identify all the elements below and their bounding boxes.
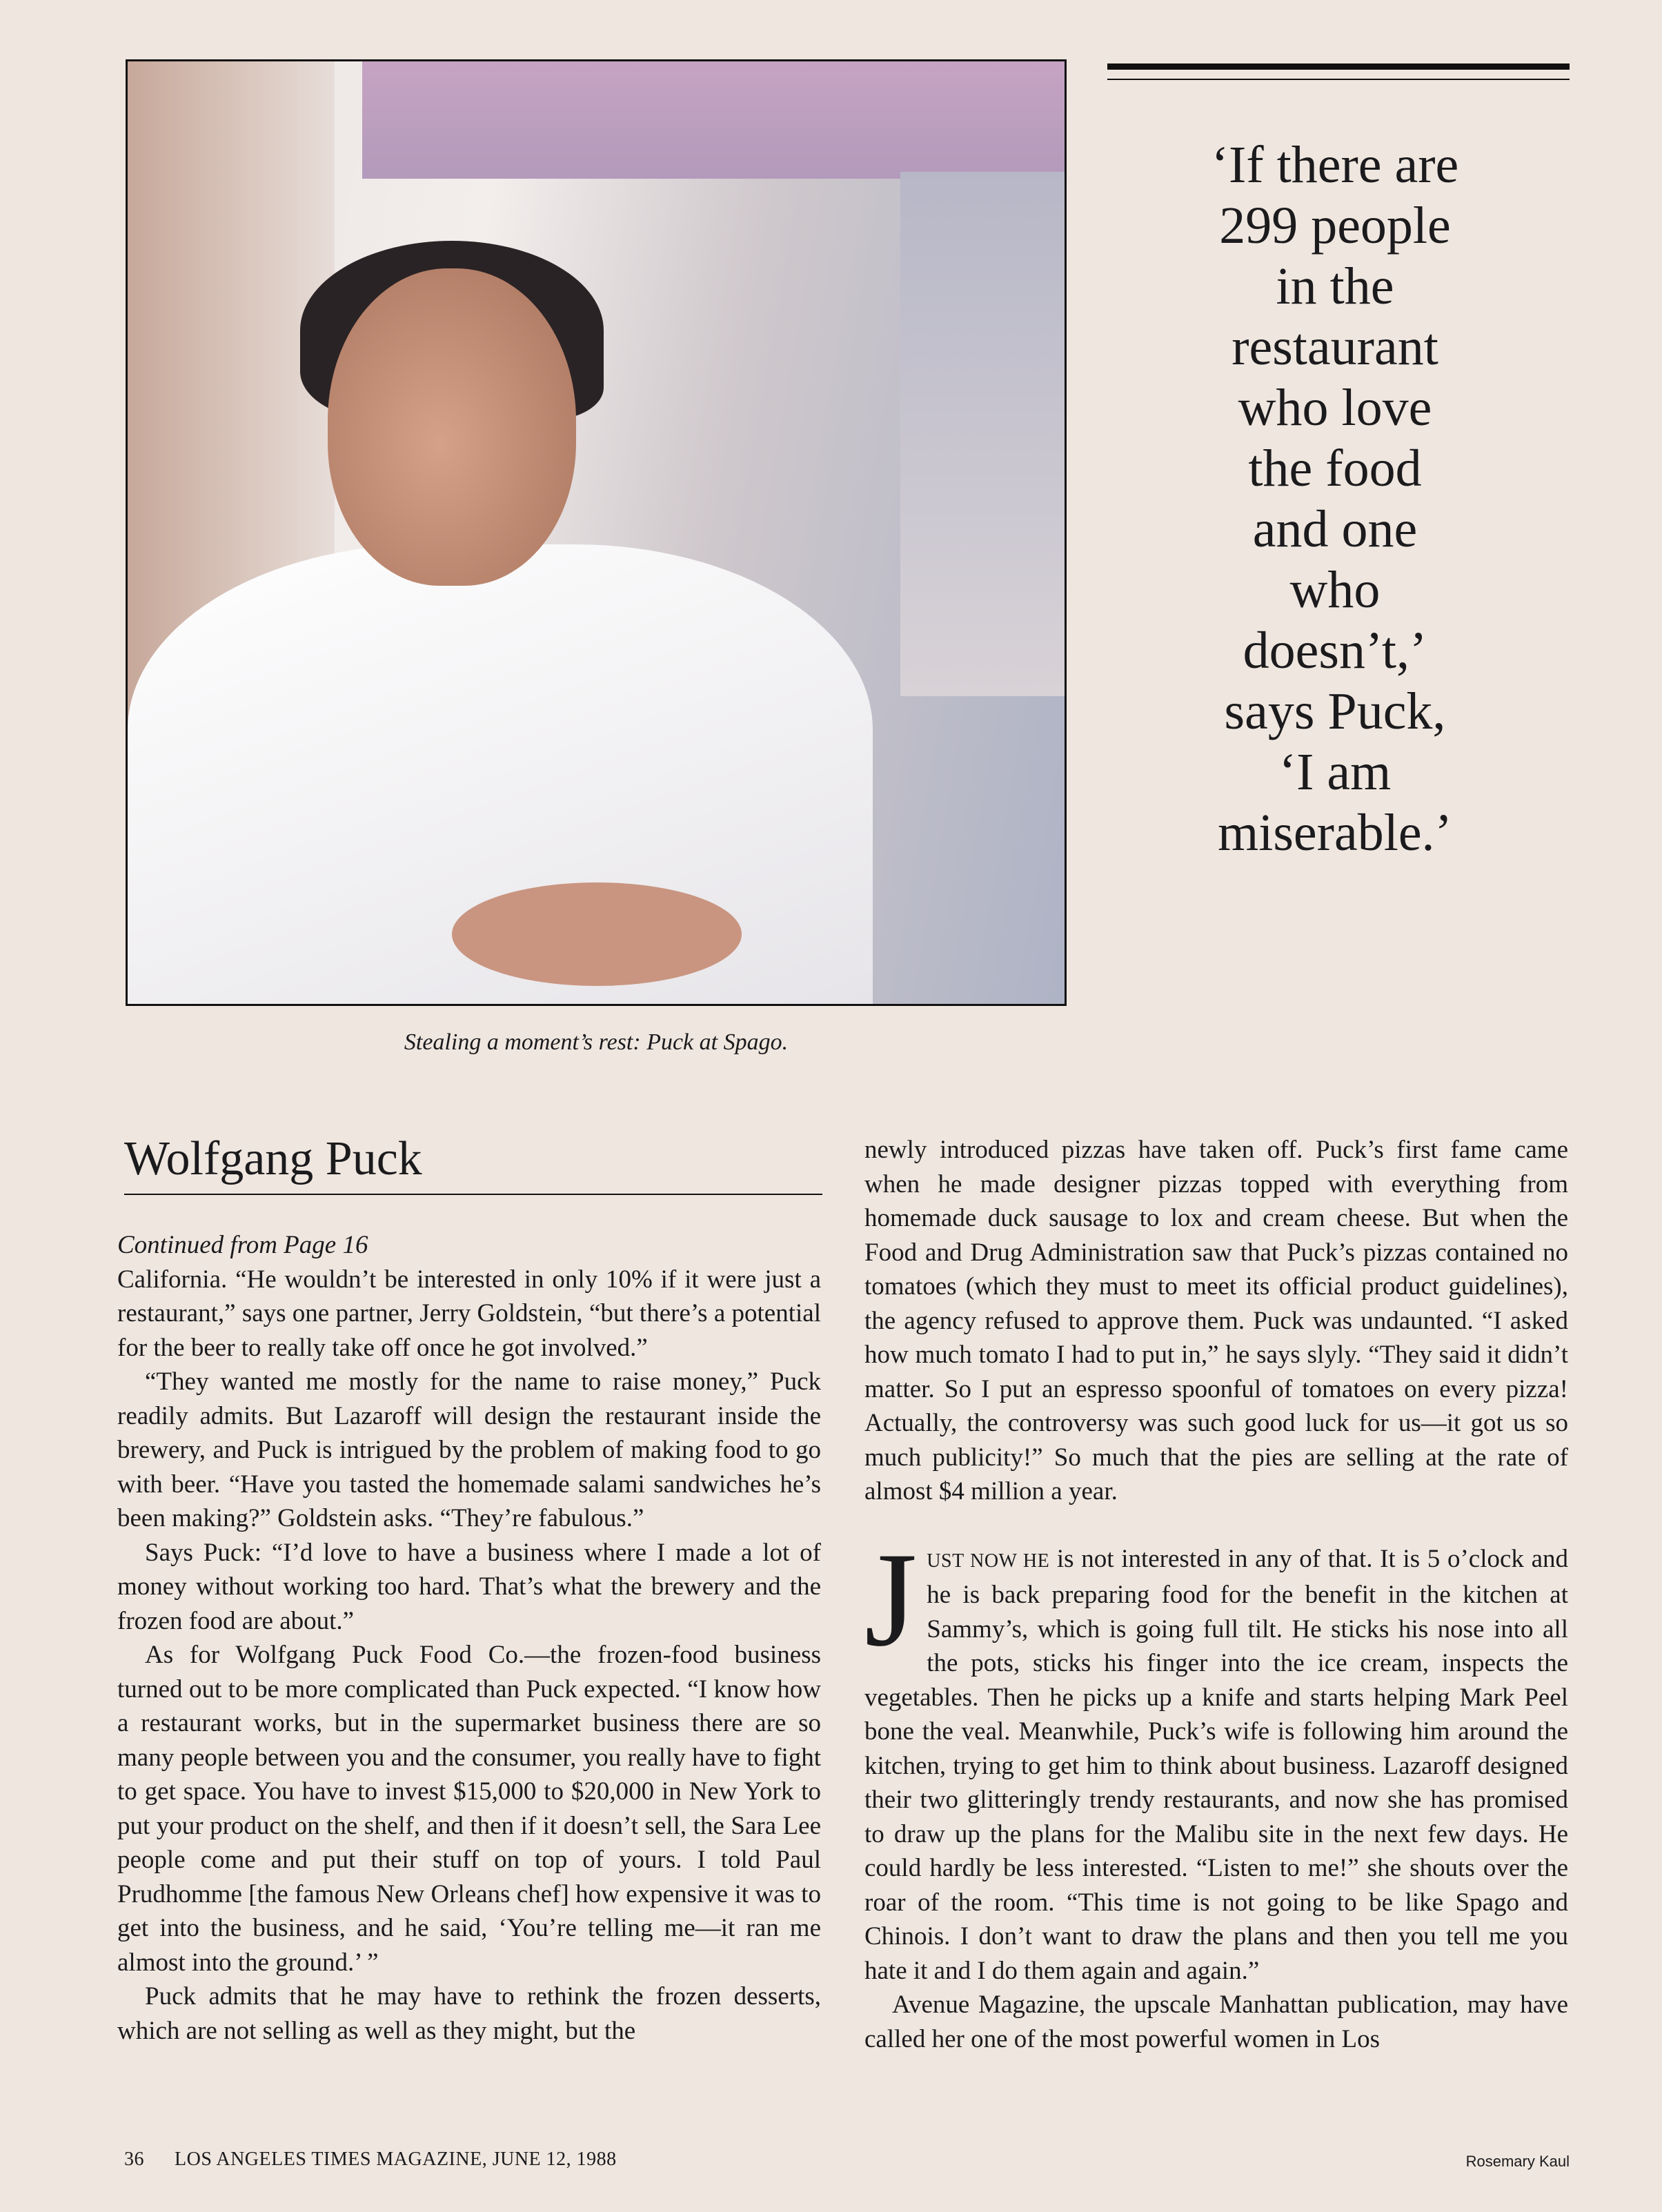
pull-quote-line: who bbox=[1289, 561, 1381, 619]
chef-portrait-photo bbox=[126, 59, 1067, 1006]
article-headline: Wolfgang Puck bbox=[124, 1125, 822, 1195]
article-paragraph: “They wanted me mostly for the name to raise money,” Puck readily admits. But Lazaroff will design the restaurant inside the brewery, and Puck is intrigued by the problem of making food to go with beer. “Have you tasted the homemade salami sandwiches he’s been making?” Goldstein asks. “They’re fabulous.” bbox=[117, 1367, 821, 1532]
pull-quote bbox=[1131, 135, 1539, 863]
article-paragraph: As for Wolfgang Puck Food Co.—the frozen-food business turned out to be more complicated than Puck expected. “I know how a restaurant works, but in the supermarket business there are so many people between you and the consumer, you really have to fight to get space. You have to invest $15,000 to $20,000 in New York to put your product on the shelf, and then if it doesn’t sell, the Sara Lee people come and put their stuff on top of yours. I told Paul Prudhomme [the famous New Orleans chef] how expensive it was to get into the business, and he said, ‘You’re telling me—it ran me almost into the ground.’ ” bbox=[117, 1641, 821, 1977]
page-footer bbox=[124, 2149, 617, 2171]
pull-quote-line: miserable.’ bbox=[1218, 804, 1452, 862]
continued-from-note: Continued from Page 16 bbox=[117, 1231, 368, 1259]
photo-face bbox=[328, 268, 576, 586]
photo-awning bbox=[362, 61, 1067, 179]
page-number: 36 bbox=[124, 2149, 144, 2170]
pull-quote-line: and one bbox=[1252, 500, 1418, 558]
publication-line: LOS ANGELES TIMES MAGAZINE, JUNE 12, 1988 bbox=[175, 2149, 617, 2170]
pull-quote-line: doesn’t,’ bbox=[1243, 622, 1427, 680]
article-paragraph: California. “He wouldn’t be interested in only 10% if it were just a restaurant,” says one partner, Jerry Goldstein, “but there’s a potential for the beer to really take off once he got involved.” bbox=[117, 1265, 821, 1362]
photo-caption: Stealing a moment’s rest: Puck at Spago. bbox=[404, 1029, 789, 1055]
article-paragraph-dropcap bbox=[864, 1524, 1568, 1988]
article-paragraph: Avenue Magazine, the upscale Manhattan publication, may have called her one of the most powerful women in Los bbox=[864, 1991, 1568, 2053]
photo-window bbox=[900, 172, 1067, 696]
small-caps-lead: UST NOW HE bbox=[927, 1550, 1050, 1572]
pull-quote-line: who love bbox=[1238, 379, 1432, 437]
pull-quote-line: ‘I am bbox=[1278, 743, 1392, 801]
pull-quote-line: 299 people bbox=[1219, 197, 1451, 255]
article-paragraph: Puck admits that he may have to rethink the frozen desserts, which are not selling as well as they might, but the bbox=[117, 1982, 821, 2045]
pullquote-rule-thick bbox=[1107, 63, 1570, 70]
photo-credit: Rosemary Kaul bbox=[1465, 2153, 1570, 2170]
pull-quote-line: restaurant bbox=[1231, 318, 1438, 376]
drop-cap: J bbox=[864, 1524, 918, 1675]
article-paragraph: Says Puck: “I’d love to have a business where I made a lot of money without working too hard. That’s what the brewery and the frozen food are about.” bbox=[117, 1538, 821, 1635]
pull-quote-line: says Puck, bbox=[1224, 682, 1446, 740]
article-paragraph: newly introduced pizzas have taken off. Puck’s first fame came when he made designer pizzas topped with everything from homemade duck sausage to lox and cream cheese. But when the Food and Drug Administration saw that Puck’s pizzas contained no tomatoes (which they must to meet its official product guidelines), the agency refused to approve them. Puck was undaunted. “I asked how much tomato I had to put in,” he says slyly. “They said it didn’t matter. So I put an espresso spoonful of tomatoes on every pizza! Actually, the controversy was such good luck for us—it got us so much publicity!” So much that the pies are selling at the rate of almost $4 million a year. bbox=[864, 1136, 1568, 1505]
pull-quote-line: the food bbox=[1248, 440, 1422, 497]
photo-hands bbox=[452, 882, 742, 986]
pull-quote-line: in the bbox=[1276, 257, 1394, 315]
pullquote-rule-thin bbox=[1107, 79, 1570, 80]
article-column-left bbox=[117, 1228, 821, 2048]
article-paragraph-text: is not interested in any of that. It is 5 o’clock and he is back preparing food for the benefit in the kitchen at Sammy’s, which is going full tilt. He sticks his nose into all the pots, sticks his finger into the ice cream, inspects the vegetables. Then he picks up a knife and starts helping Mark Peel bone the veal. Meanwhile, Puck’s wife is following him around the kitchen, trying to get him to think about business. Lazaroff designed their two glitteringly trendy restaurants, and now she has promised to draw up the plans for the Malibu site in the next few days. He could hardly be less interested. “Listen to me!” she shouts over the roar of the room. “This time is not going to be like Spago and Chinois. I don’t want to draw the plans and then you tell me you hate it and I do them again and again.” bbox=[864, 1544, 1568, 1985]
pull-quote-line: ‘If there are bbox=[1211, 136, 1459, 194]
article-column-right bbox=[864, 1133, 1568, 2056]
